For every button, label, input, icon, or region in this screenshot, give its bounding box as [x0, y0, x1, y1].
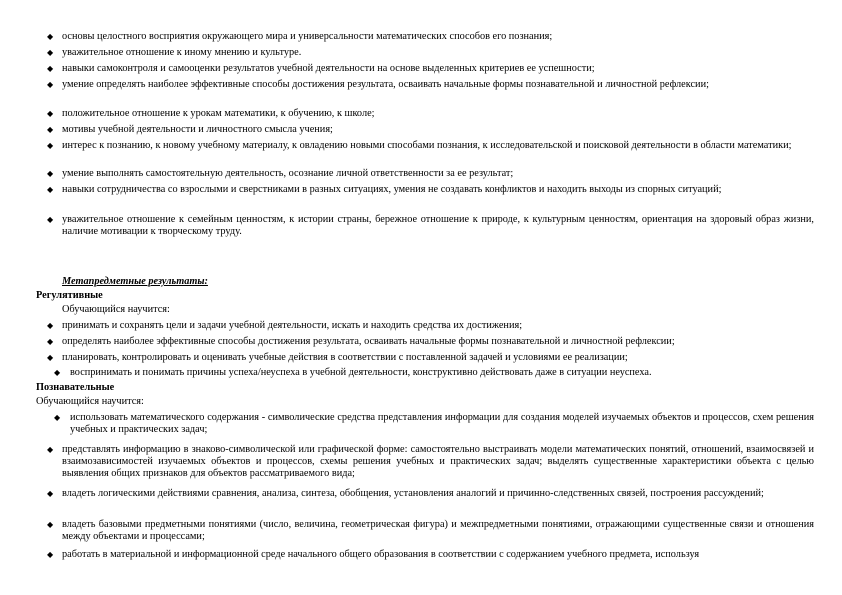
list-item [47, 184, 814, 196]
list-item-text: воспринимать и понимать причины успеха/неуспеха в учебной деятельности, конструктивно действовать даже в ситуации неуспеха. [70, 367, 652, 378]
bullet-icon: ◆ [47, 353, 54, 362]
list-item [47, 214, 814, 238]
list-item-text: навыки сотрудничества со взрослыми и сверстниками в разных ситуациях, умения не создавать конфликтов и находить выходы из спорных ситуаций; [62, 184, 722, 195]
bullet-icon: ◆ [54, 368, 61, 377]
list-item [47, 519, 814, 543]
list-item [47, 549, 814, 561]
list-item [47, 488, 814, 500]
list-item-text: положительное отношение к урокам математики, к обучению, к школе; [62, 108, 375, 119]
cognitive-heading: Познавательные [36, 382, 115, 393]
list-item [47, 168, 814, 180]
list-item [47, 31, 814, 43]
bullet-icon: ◆ [47, 141, 54, 150]
bullet-icon: ◆ [47, 321, 54, 330]
list-item [47, 336, 814, 348]
list-item [47, 444, 814, 480]
list-item [47, 320, 814, 332]
bullet-icon: ◆ [47, 169, 54, 178]
bullet-icon: ◆ [47, 445, 54, 454]
bullet-icon: ◆ [47, 337, 54, 346]
bullet-icon: ◆ [47, 520, 54, 529]
list-item-text: основы целостного восприятия окружающего мира и универсальности математических способов его познания; [62, 31, 553, 42]
list-item [47, 79, 814, 91]
list-item [47, 352, 814, 364]
list-item-text: использовать математического содержания - символические средства представления информации для создания моделей изучаемых объектов и процессов, схем решения учебных и практических задач; [70, 412, 814, 435]
list-item [47, 47, 814, 59]
cognitive-intro: Обучающийся научится: [36, 396, 144, 407]
bullet-icon: ◆ [47, 215, 54, 224]
list-item [47, 108, 814, 120]
bullet-icon: ◆ [47, 185, 54, 194]
list-item-text: принимать и сохранять цели и задачи учебной деятельности, искать и находить средства их достижения; [62, 320, 523, 331]
bullet-icon: ◆ [47, 64, 54, 73]
regulative-intro: Обучающийся научится: [62, 304, 170, 315]
list-item-text: планировать, контролировать и оценивать учебные действия в соответствии с поставленной задачей и условиями ее реализации; [62, 352, 628, 363]
list-item-text: определять наиболее эффективные способы достижения результата, осваивать начальные формы познавательной и личностной рефлексии; [62, 336, 675, 347]
list-item [47, 140, 814, 152]
list-item-text: уважительное отношение к иному мнению и культуре. [62, 47, 302, 58]
bullet-icon: ◆ [47, 48, 54, 57]
list-item [54, 367, 814, 379]
list-item-text: интерес к познанию, к новому учебному материалу, к овладению новыми способами познания, к исследовательской и поисковой деятельности в области математики; [62, 140, 792, 151]
bullet-icon: ◆ [47, 489, 54, 498]
list-item-text: умение выполнять самостоятельную деятельность, осознание личной ответственности за ее результат; [62, 168, 514, 179]
list-item [47, 124, 814, 136]
bullet-icon: ◆ [47, 125, 54, 134]
list-item-text: работать в материальной и информационной среде начального общего образования в соответствии с содержанием учебного предмета, используя [62, 549, 700, 560]
list-item-text: навыки самоконтроля и самооценки результатов учебной деятельности на основе выделенных критериев ее успешности; [62, 63, 595, 74]
list-item-text: умение определять наиболее эффективные способы достижения результата, осваивать начальные формы познавательной и личностной рефлексии; [62, 79, 709, 90]
regulative-heading: Регулятивные [36, 290, 103, 301]
list-item [47, 63, 814, 75]
bullet-icon: ◆ [47, 109, 54, 118]
list-item [54, 412, 814, 436]
list-item-text: представлять информацию в знаково-символической или графической форме: самостоятельно выстраивать модели математических понятий, отношений, взаимосвязей и взаимозависимостей изучаемых объектов и процессов, схемы решения учебных и практических задач; выделять существенные характеристики объекта с целью выявления общих признаков для объектов рассматриваемого вида; [62, 444, 814, 479]
bullet-icon: ◆ [47, 550, 54, 559]
bullet-icon: ◆ [47, 80, 54, 89]
bullet-icon: ◆ [54, 413, 61, 422]
bullet-icon: ◆ [47, 32, 54, 41]
list-item-text: владеть логическими действиями сравнения, анализа, синтеза, обобщения, установления аналогий и причинно-следственных связей, построения рассуждений; [62, 488, 764, 499]
list-item-text: мотивы учебной деятельности и личностного смысла учения; [62, 124, 333, 135]
meta-results-heading: Метапредметные результаты: [62, 276, 208, 287]
list-item-text: владеть базовыми предметными понятиями (число, величина, геометрическая фигура) и межпредметными понятиями, отражающими существенные связи и отношения между объектами и процессами; [62, 519, 814, 542]
list-item-text: уважительное отношение к семейным ценностям, к истории страны, бережное отношение к природе, к культурным ценностям, ориентация на здоровый образ жизни, наличие мотивации к творческому труду. [62, 214, 814, 237]
